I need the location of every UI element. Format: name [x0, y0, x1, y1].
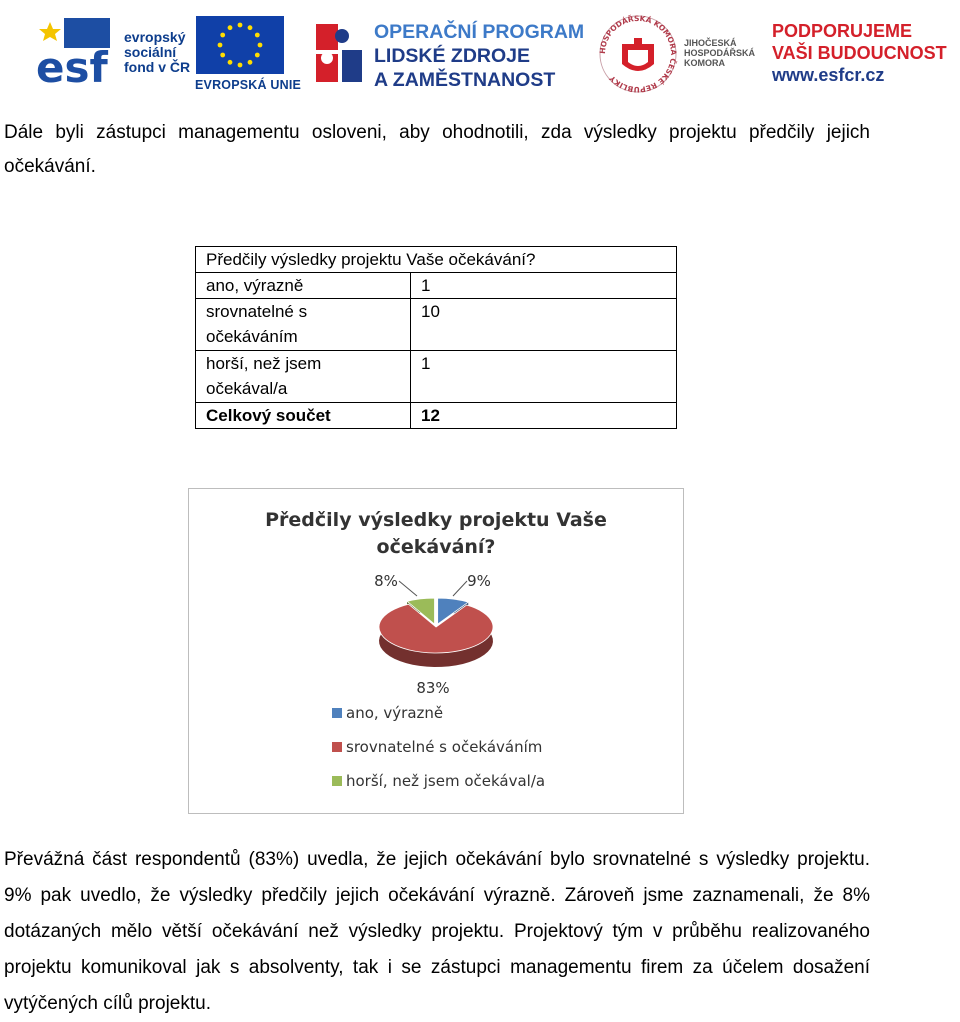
row-value: 1: [411, 351, 677, 403]
seal-wordmark: [684, 38, 755, 68]
chamber-seal-logo: [598, 14, 678, 94]
table-total-row: [196, 403, 677, 429]
table-row: [196, 351, 677, 403]
esf-logo: [34, 12, 114, 92]
eu-star-icon: [255, 33, 260, 38]
total-value: 12: [411, 403, 677, 429]
eu-star-icon: [220, 53, 225, 58]
chart-title-line: Předčily výsledky projektu Vaše: [265, 509, 607, 531]
row-label: ano, výrazně: [196, 273, 411, 299]
table-title: Předčily výsledky projektu Vaše očekávání?: [196, 247, 677, 273]
leader-line: [453, 581, 467, 596]
seal-line: HOSPODÁŘSKÁ: [684, 48, 756, 58]
eu-star-icon: [258, 43, 263, 48]
conclusion-paragraph: Převážná část respondentů (83%) uvedla, že jejich očekávání bylo srovnatelné s výsledky projektu. 9% pak uvedlo, že výsledky předčily jejich očekávání výrazně. Zároveň jsme zaznamenali, že 8% dotázaných mělo větší očekávání než výsledky projektu. Projektový tým v průběhu realizovaného projektu komunikoval jak s absolventy, tak i se zástupci managementu firem za účelem dosažení vytýčených cílů projektu.: [4, 849, 870, 1014]
puzzle-icon: [314, 14, 366, 86]
total-label: Celkový součet: [196, 403, 411, 429]
legend-swatch: [332, 776, 342, 786]
eu-star-icon: [255, 53, 260, 58]
esf-line: evropský: [124, 29, 186, 45]
chart-title-line: očekávání?: [376, 536, 496, 558]
legend-label: srovnatelné s očekáváním: [346, 738, 543, 756]
eu-label: EVROPSKÁ UNIE: [195, 78, 302, 92]
seal-line: KOMORA: [684, 58, 725, 68]
table-row: [196, 299, 677, 351]
pie-chart: [188, 488, 684, 814]
legend-label: ano, výrazně: [346, 704, 444, 722]
data-label: 83%: [416, 679, 450, 697]
eu-star-icon: [220, 33, 225, 38]
seal-line: JIHOČESKÁ: [684, 38, 737, 48]
eu-star-icon: [238, 63, 243, 68]
data-label: 9%: [467, 572, 491, 590]
row-value: 1: [411, 273, 677, 299]
esf-mark-text: esf: [36, 43, 108, 92]
row-label: horší, než jsem očekával/a: [196, 351, 411, 403]
table-row: [196, 273, 677, 299]
slogan-line: PODPORUJEME: [772, 21, 913, 41]
seal-ring-text: HOSPODÁŘSKÁ KOMORA ČESKÉ REPUBLIKY: [598, 14, 678, 94]
op-line: LIDSKÉ ZDROJE: [374, 45, 531, 67]
eu-star-icon: [228, 60, 233, 65]
eu-star-icon: [228, 25, 233, 30]
op-line: OPERAČNÍ PROGRAM: [374, 21, 585, 43]
intro-paragraph: Dále byli zástupci managementu osloveni, aby ohodnotili, zda výsledky projektu předčily jejich očekávání.: [4, 122, 870, 177]
leader-line: [399, 581, 417, 596]
eu-star-icon: [248, 60, 253, 65]
op-wordmark: [374, 20, 584, 92]
esf-line: sociální: [124, 44, 177, 60]
legend-swatch: [332, 742, 342, 752]
esf-line: fond v ČR: [124, 59, 191, 75]
row-label: srovnatelné s očekáváním: [196, 299, 411, 351]
slogan: [772, 20, 947, 86]
slogan-line: VAŠI BUDOUCNOST: [772, 43, 947, 63]
eu-star-icon: [218, 43, 223, 48]
legend-swatch: [332, 708, 342, 718]
eu-star-icon: [248, 25, 253, 30]
eu-star-icon: [238, 23, 243, 28]
op-line: A ZAMĚSTNANOST: [374, 69, 556, 91]
esf-wordmark: [124, 30, 190, 75]
legend-label: horší, než jsem očekával/a: [346, 772, 546, 790]
survey-table: [195, 246, 677, 429]
pie-chart-svg: [189, 489, 683, 813]
pie-slice-2: [379, 604, 493, 653]
slogan-url: www.esfcr.cz: [772, 65, 885, 85]
logo-banner: [0, 0, 960, 105]
eu-flag-icon: [196, 16, 284, 74]
row-value: 10: [411, 299, 677, 351]
data-label: 8%: [374, 572, 398, 590]
